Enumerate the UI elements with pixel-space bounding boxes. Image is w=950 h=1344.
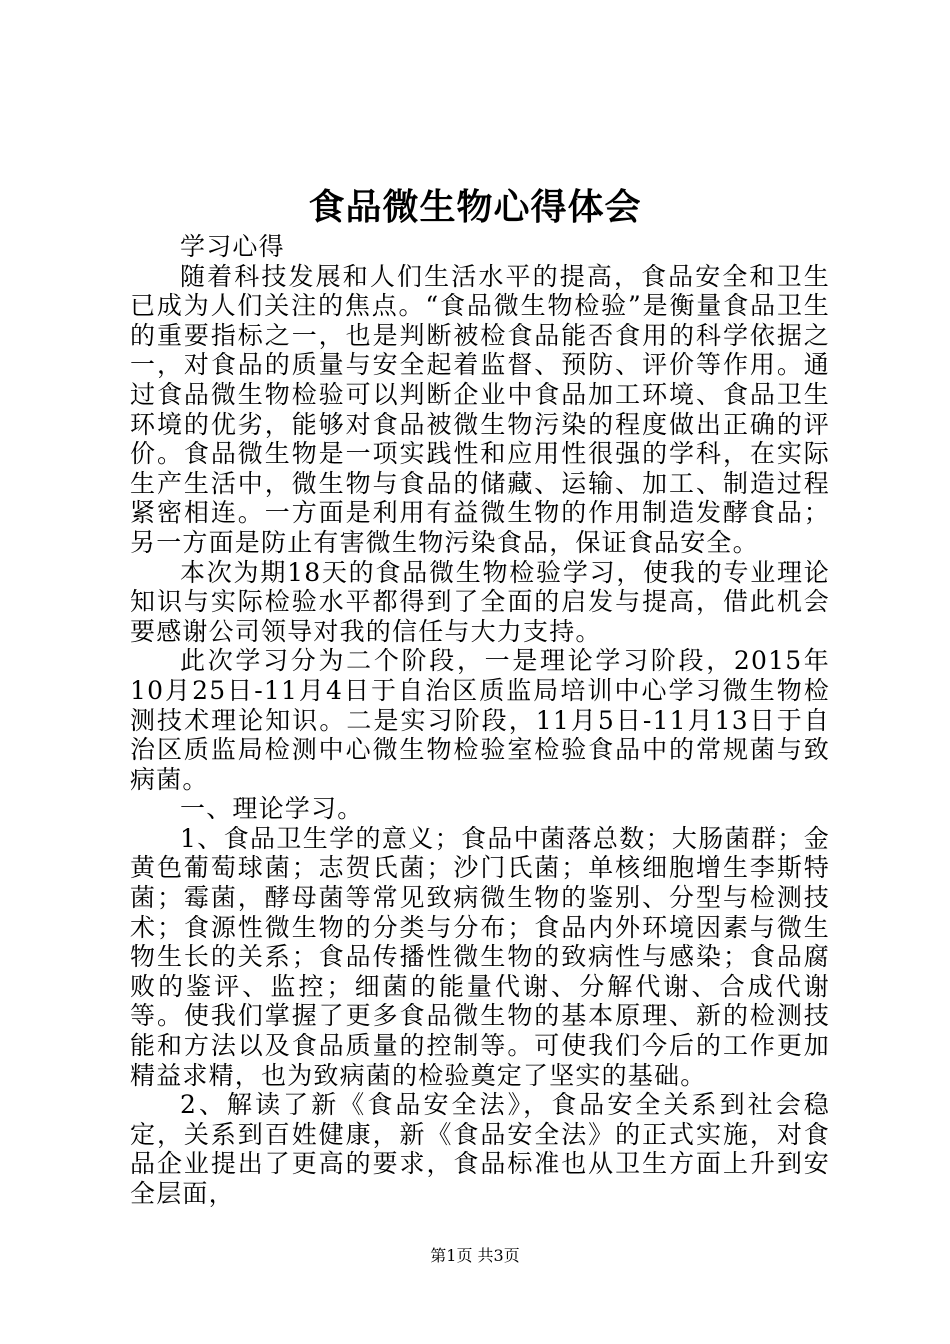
paragraph-item-1: 1、食品卫生学的意义；食品中菌落总数；大肠菌群；金黄色葡萄球菌；志贺氏菌；沙门氏菌；单核细胞增生李斯特菌；霉菌，酵母菌等常见致病微生物的鉴别、分型与检测技术；食源性微生物的分类与分布；食品内外环境因素与微生物生长的关系；食品传播性微生物的致病性与感染；食品腐败的鉴评、监控；细菌的能量代谢、分解代谢、合成代谢等。使我们掌握了更多食品微生物的基本原理、新的检测技能和方法以及食品质量的控制等。可使我们今后的工作更加精益求精，也为致病菌的检验奠定了坚实的基础。: [130, 823, 830, 1090]
paragraph-stages: 此次学习分为二个阶段，一是理论学习阶段，2015年10月25日-11月4日于自治区质监局培训中心学习微生物检测技术理论知识。二是实习阶段，11月5日-11月13日于自治区质监局检测中心微生物检验室检验食品中的常规菌与致病菌。: [130, 646, 830, 794]
paragraph-intro: 随着科技发展和人们生活水平的提高，食品安全和卫生已成为人们关注的焦点。“食品微生物检验”是衡量食品卫生的重要指标之一，也是判断被检食品能否食用的科学依据之一，对食品的质量与安全起着监督、预防、评价等作用。通过食品微生物检验可以判断企业中食品加工环境、食品卫生环境的优劣，能够对食品被微生物污染的程度做出正确的评价。食品微生物是一项实践性和应用性很强的学科，在实际生产生活中，微生物与食品的储藏、运输、加工、制造过程紧密相连。一方面是利用有益微生物的作用制造发酵食品；另一方面是防止有害微生物污染食品，保证食品安全。: [130, 261, 830, 557]
document-title: 食品微生物心得体会: [308, 186, 642, 228]
page-footer: 第1页 共3页: [430, 1246, 520, 1265]
section-heading-theory: 一、理论学习。: [180, 794, 364, 824]
document-body: [130, 232, 830, 1209]
paragraph-item-2: 2、解读了新《食品安全法》，食品安全关系到社会稳定，关系到百姓健康，新《食品安全法》的正式实施，对食品企业提出了更高的要求，食品标准也从卫生方面上升到安全层面，: [130, 1090, 830, 1208]
paragraph-subtitle: 学习心得: [180, 232, 285, 261]
paragraph-duration: 本次为期18天的食品微生物检验学习，使我的专业理论知识与实际检验水平都得到了全面的启发与提高，借此机会要感谢公司领导对我的信任与大力支持。: [130, 557, 830, 646]
